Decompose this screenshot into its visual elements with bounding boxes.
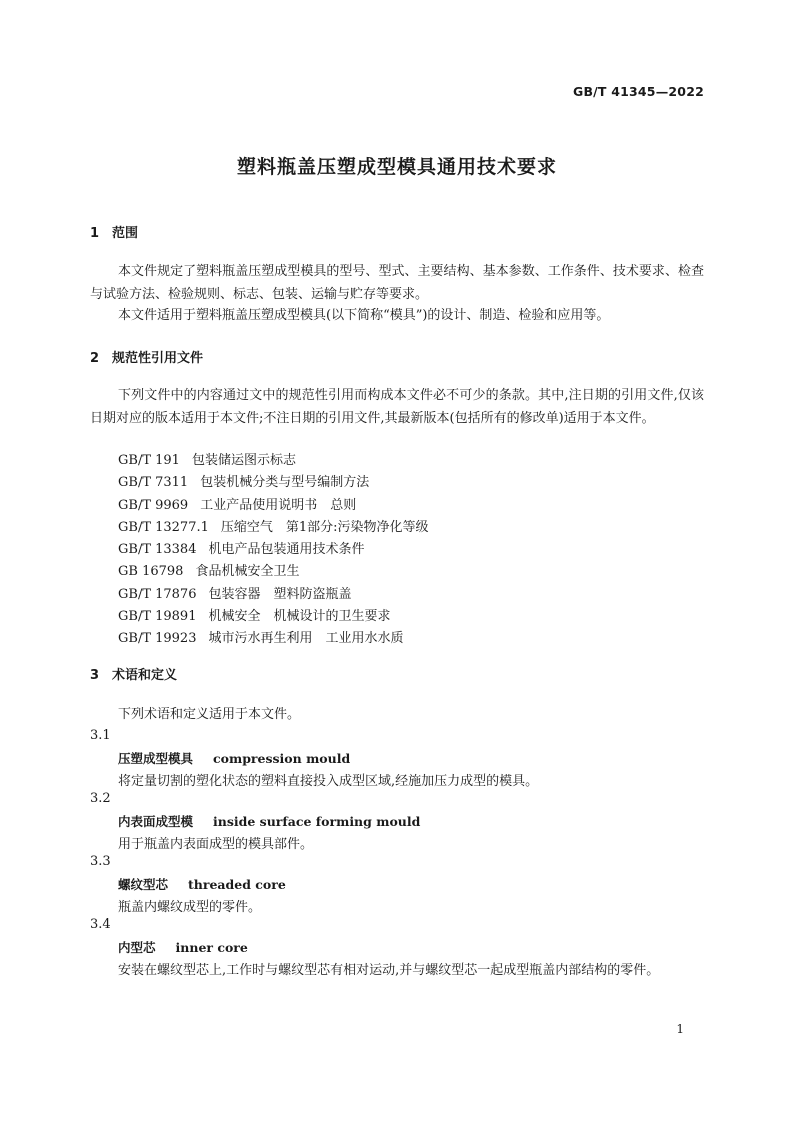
reference-code: GB/T 9969 — [118, 497, 189, 513]
section-title: 术语和定义 — [112, 668, 178, 683]
normative-references-intro: 下列文件中的内容通过文中的规范性引用而构成本文件必不可少的条款。其中,注日期的引用文件,仅该日期对应的版本适用于本文件;不注日期的引用文件,其最新版本(包括所有的修改单)适用于本文件。 — [90, 388, 704, 426]
term-heading — [118, 812, 420, 830]
reference-title: 包装容器 塑料防盗瓶盖 — [208, 586, 352, 602]
reference-title: 包装储运图示标志 — [191, 453, 296, 468]
reference-title: 食品机械安全卫生 — [195, 564, 300, 580]
terms-intro: 下列术语和定义适用于本文件。 — [118, 707, 301, 722]
section-title: 规范性引用文件 — [112, 351, 204, 366]
term-definition: 用于瓶盖内表面成型的模具部件。 — [118, 837, 314, 852]
term-chinese: 内表面成型模 — [118, 814, 194, 829]
term-number: 3.3 — [90, 854, 111, 869]
section-number: 3 — [90, 668, 100, 683]
section-title: 范围 — [112, 226, 139, 241]
reference-item — [118, 561, 429, 583]
reference-item — [118, 472, 429, 494]
reference-item — [118, 606, 429, 628]
reference-code: GB/T 17876 — [118, 586, 197, 602]
term-chinese: 螺纹型芯 — [118, 877, 169, 892]
standard-number: GB/T 41345—2022 — [572, 84, 704, 99]
term-definition: 瓶盖内螺纹成型的零件。 — [118, 900, 262, 915]
reference-item — [118, 450, 429, 472]
reference-title: 城市污水再生利用 工业用水水质 — [208, 631, 404, 647]
reference-item — [118, 628, 429, 650]
term-english: inner core — [175, 940, 248, 955]
term-heading — [118, 749, 350, 767]
reference-title: 包装机械分类与型号编制方法 — [200, 475, 370, 491]
term-chinese: 压塑成型模具 — [118, 751, 194, 766]
reference-code: GB/T 19891 — [118, 609, 197, 625]
term-number: 3.2 — [90, 791, 111, 806]
term-heading — [118, 875, 286, 893]
section-heading-scope — [90, 222, 138, 241]
document-title: 塑料瓶盖压塑成型模具通用技术要求 — [236, 156, 557, 178]
term-definition: 安装在螺纹型芯上,工作时与螺纹型芯有相对运动,并与螺纹型芯一起成型瓶盖内部结构的零件。 — [118, 963, 660, 978]
reference-title: 压缩空气 第1部分:污染物净化等级 — [220, 519, 429, 535]
reference-code: GB/T 13277.1 — [118, 519, 209, 535]
reference-item — [118, 539, 429, 561]
section-number: 2 — [90, 351, 100, 366]
reference-title: 机械安全 机械设计的卫生要求 — [208, 609, 391, 625]
term-number: 3.1 — [90, 728, 111, 743]
section-heading-terms — [90, 664, 177, 683]
section-number: 1 — [90, 226, 100, 241]
reference-title: 工业产品使用说明书 总则 — [200, 497, 357, 513]
scope-paragraph-1: 本文件规定了塑料瓶盖压塑成型模具的型号、型式、主要结构、基本参数、工作条件、技术要求、检查与试验方法、检验规则、标志、包装、运输与贮存等要求。 — [90, 264, 704, 302]
scope-paragraph-2: 本文件适用于塑料瓶盖压塑成型模具(以下简称“模具”)的设计、制造、检验和应用等。 — [118, 308, 610, 323]
reference-code: GB/T 191 — [118, 453, 180, 468]
term-english: threaded core — [188, 877, 286, 892]
section-heading-normative-references — [90, 347, 203, 366]
reference-list — [118, 450, 429, 651]
term-chinese: 内型芯 — [118, 940, 156, 955]
term-number: 3.4 — [90, 917, 111, 932]
term-english: inside surface forming mould — [213, 814, 421, 829]
reference-item — [118, 584, 429, 606]
term-heading — [118, 938, 248, 956]
reference-code: GB 16798 — [118, 564, 184, 580]
page-number: 1 — [676, 1022, 684, 1036]
reference-code: GB/T 19923 — [118, 631, 197, 647]
term-definition: 将定量切割的塑化状态的塑料直接投入成型区域,经施加压力成型的模具。 — [118, 774, 539, 789]
reference-code: GB/T 7311 — [118, 475, 189, 491]
reference-code: GB/T 13384 — [118, 542, 197, 558]
reference-title: 机电产品包装通用技术条件 — [208, 542, 365, 558]
term-english: compression mould — [213, 751, 351, 766]
reference-item — [118, 517, 429, 539]
reference-item — [118, 495, 429, 517]
